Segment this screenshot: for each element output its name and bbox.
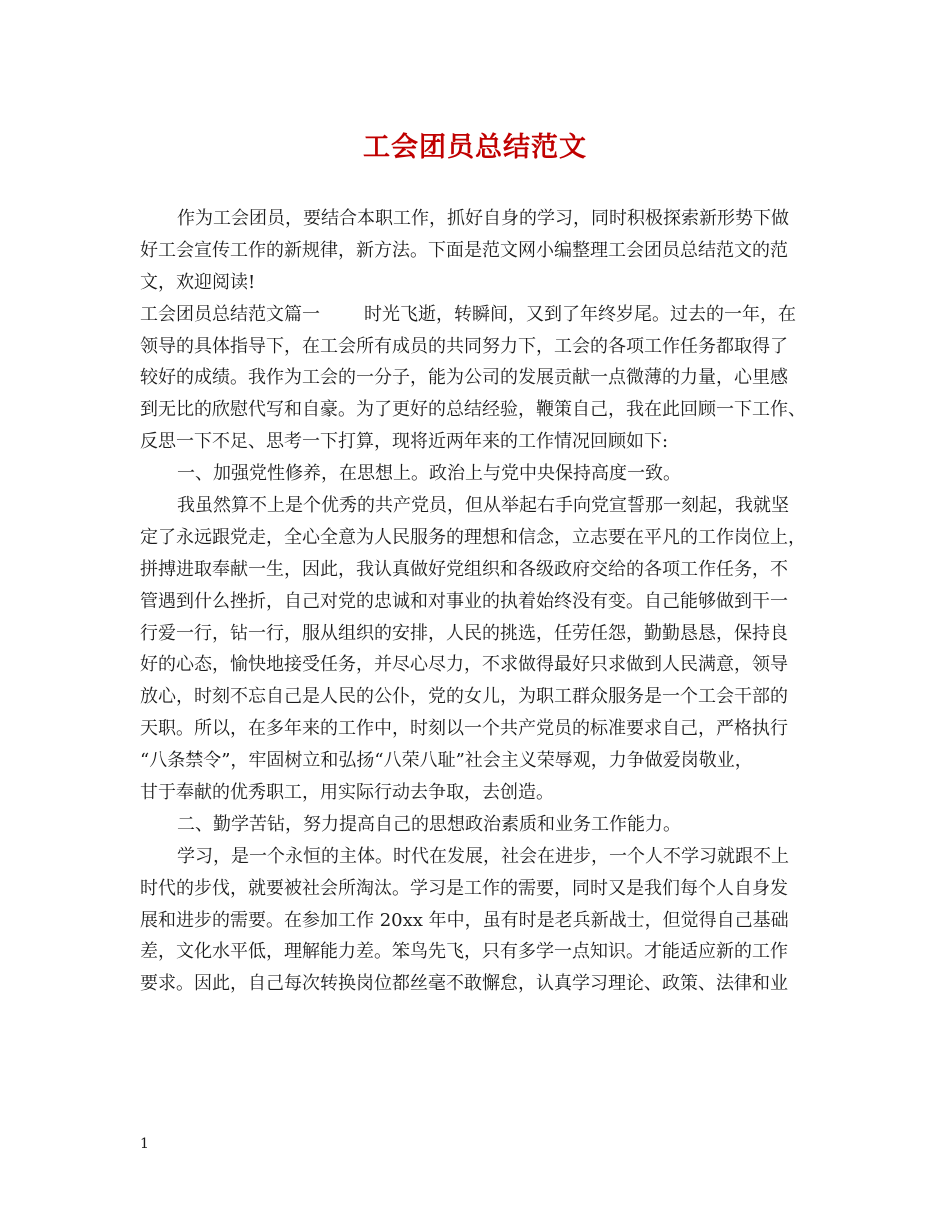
text-line: 学习，是一个永恒的主体。时代在发展，社会在进步，一个人不学习就跟不上	[177, 845, 789, 867]
text-line: 定了永远跟党走，全心全意为人民服务的理想和信念，立志要在平凡的工作岗位上，	[140, 526, 806, 548]
text-line: 行爱一行，钻一行，服从组织的安排，人民的挑选，任劳任怨，勤勤恳恳，保持良	[140, 622, 788, 644]
text-line: 好的心态，愉快地接受任务，并尽心尽力，不求做得最好只求做到人民满意，领导	[140, 654, 788, 676]
text-line-with-heading	[140, 299, 815, 331]
text-line: 天职。所以，在多年来的工作中，时刻以一个共产党员的标准要求自己，严格执行	[140, 718, 788, 740]
section-heading: 工会团员总结范文篇一	[140, 303, 320, 325]
text-line: 二、勤学苦钻，努力提高自己的思想政治素质和业务工作能力。	[177, 813, 681, 835]
page-number: 1	[140, 1136, 149, 1152]
text-line: 管遇到什么挫折，自己对党的忠诚和对事业的执着始终没有变。自己能够做到干一	[140, 590, 788, 612]
document-title: 工会团员总结范文	[363, 132, 587, 163]
document-body	[140, 203, 815, 1000]
text-line: 展和进步的需要。在参加工作 20xx 年中，虽有时是老兵新战士，但觉得自己基础	[140, 909, 789, 931]
text-line: 甘于奉献的优秀职工，用实际行动去争取，去创造。	[140, 782, 554, 804]
text-line: 领导的具体指导下，在工会所有成员的共同努力下，工会的各项工作任务都取得了	[140, 335, 788, 357]
text-line: 差，文化水平低，理解能力差。笨鸟先飞，只有多学一点知识。才能适应新的工作	[140, 941, 788, 963]
text-line: 时代的步伐，就要被社会所淘汰。学习是工作的需要，同时又是我们每个人自身发	[140, 877, 788, 899]
text-line: 文，欢迎阅读!	[140, 271, 256, 293]
text-line: 反思一下不足、思考一下打算，现将近两年来的工作情况回顾如下:	[140, 431, 669, 453]
text-segment: 时光飞逝，转瞬间，又到了年终岁尾。过去的一年，在	[364, 303, 796, 325]
text-line: 一、加强党性修养，在思想上。政治上与党中央保持高度一致。	[177, 463, 681, 485]
text-line: 放心，时刻不忘自己是人民的公仆，党的女儿，为职工群众服务是一个工会干部的	[140, 686, 788, 708]
text-line: “八条禁令”，牢固树立和弘扬“八荣八耻”社会主义荣辱观，力争做爱岗敬业，	[140, 750, 753, 772]
text-line: 要求。因此，自己每次转换岗位都丝毫不敢懈怠，认真学习理论、政策、法律和业	[140, 973, 788, 995]
text-line: 好工会宣传工作的新规律，新方法。下面是范文网小编整理工会团员总结范文的范	[140, 239, 788, 261]
text-line: 到无比的欣慰代写和自豪。为了更好的总结经验，鞭策自己，我在此回顾一下工作、	[140, 399, 806, 421]
text-line: 较好的成绩。我作为工会的一分子，能为公司的发展贡献一点微薄的力量，心里感	[140, 367, 788, 389]
text-line: 作为工会团员，要结合本职工作，抓好自身的学习，同时积极探索新形势下做	[177, 208, 789, 229]
text-line: 我虽然算不上是个优秀的共产党员，但从举起右手向党宣誓那一刻起，我就坚	[177, 495, 789, 517]
text-line: 拼搏进取奉献一生，因此，我认真做好党组织和各级政府交给的各项工作任务，不	[140, 558, 788, 580]
